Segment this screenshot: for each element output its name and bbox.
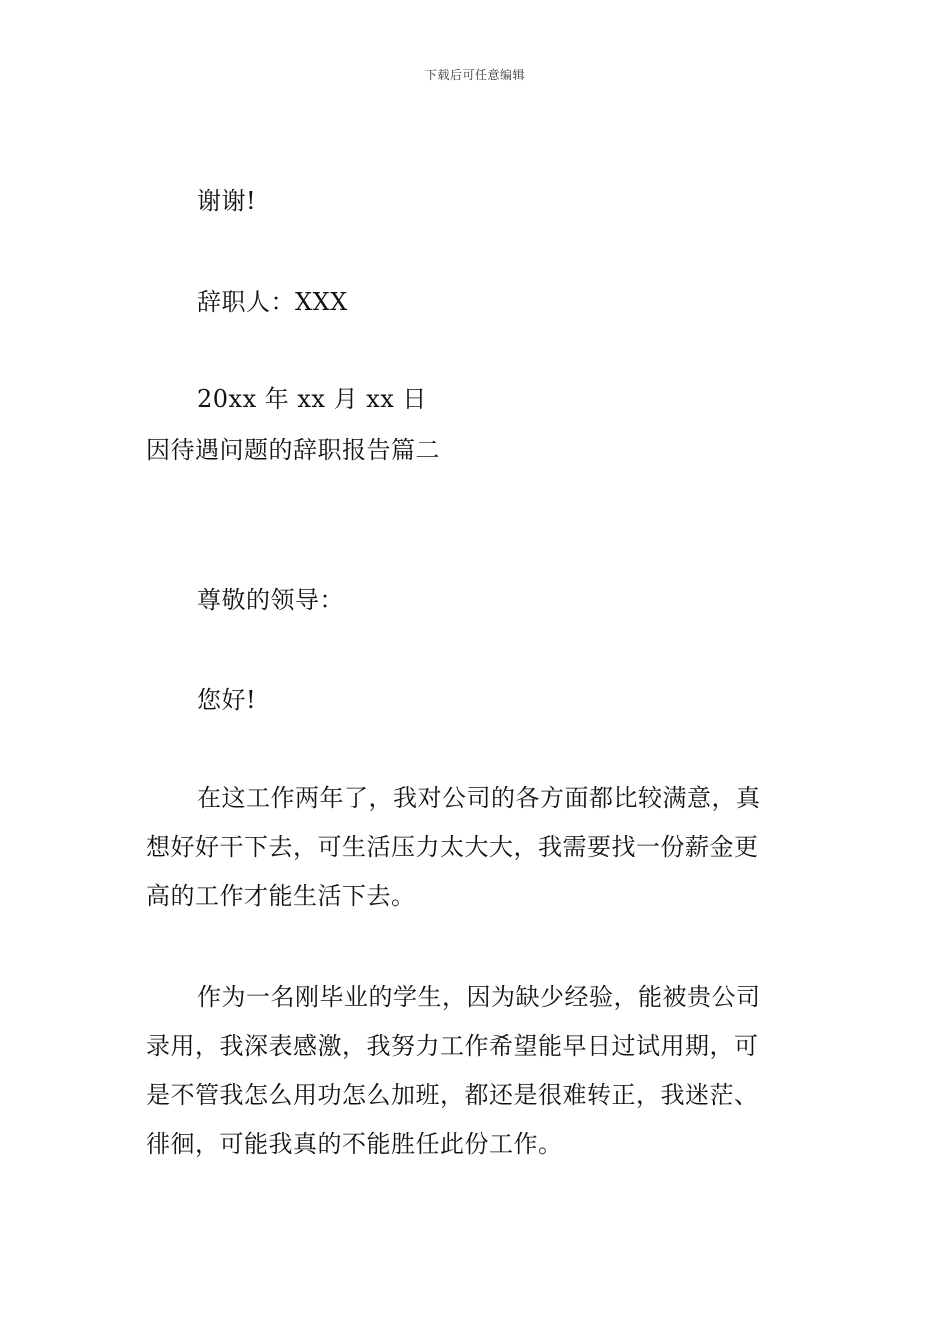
paragraph-1-line-3: 高的工作才能生活下去。 (146, 882, 416, 910)
greeting-line: 您好! (197, 686, 257, 714)
signer-line: 辞职人：XXX (197, 288, 348, 316)
salutation-line: 尊敬的领导： (197, 586, 344, 614)
date-line: 20xx 年 xx 月 xx 日 (197, 385, 427, 413)
paragraph-1-line-2: 想好好干下去，可生活压力太大大，我需要找一份薪金更 (146, 833, 759, 861)
paragraph-2-line-1: 作为一名刚毕业的学生，因为缺少经验，能被贵公司 (197, 983, 761, 1011)
section-title: 因待遇问题的辞职报告篇二 (146, 436, 440, 464)
paragraph-2 (146, 973, 806, 1169)
paragraph-1-line-1: 在这工作两年了，我对公司的各方面都比较满意，真 (197, 784, 761, 812)
thanks-line: 谢谢! (197, 187, 257, 215)
paragraph-2-line-4: 徘徊，可能我真的不能胜任此份工作。 (146, 1130, 563, 1158)
page-header: 下载后可任意编辑 (424, 68, 525, 82)
paragraph-2-line-3: 是不管我怎么用功怎么加班，都还是很难转正，我迷茫、 (146, 1081, 759, 1109)
paragraph-2-line-2: 录用，我深表感激，我努力工作希望能早日过试用期，可 (146, 1032, 759, 1060)
paragraph-1 (146, 774, 806, 921)
